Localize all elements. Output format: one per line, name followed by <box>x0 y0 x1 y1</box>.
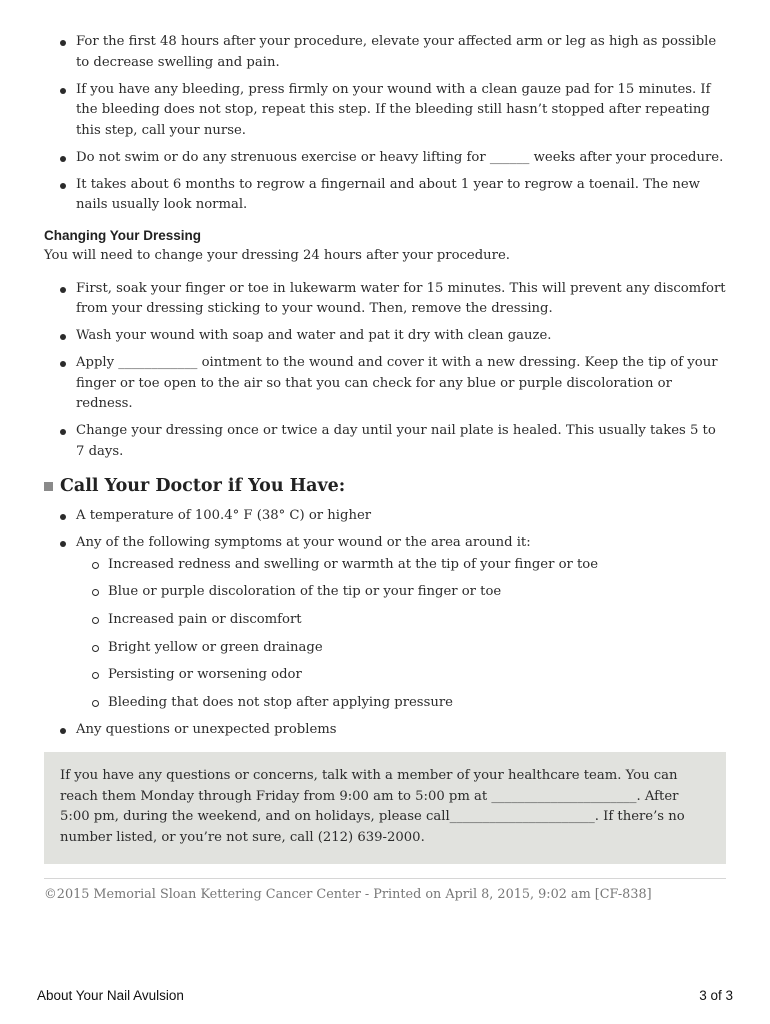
call-doctor-list <box>44 506 726 740</box>
list-item: Increased pain or discomfort <box>76 610 726 631</box>
list-item <box>44 533 726 713</box>
contact-callout: If you have any questions or concerns, talk with a member of your healthcare team. You can reach them Monday through Friday from 9:00 am to 5:00 pm at ______________________. After 5:00 pm, during the weekend, and on holidays, please call______________________. If there’s no number listed, or you’re not sure, call (212) 639-2000. <box>44 752 726 864</box>
document-body <box>44 32 726 902</box>
list-item: If you have any bleeding, press firmly on your wound with a clean gauze pad for 15 minutes. If the bleeding does not stop, repeat this step. If the bleeding still hasn’t stopped after repeating this step, call your nurse. <box>44 80 726 142</box>
dressing-heading: Changing Your Dressing <box>44 227 202 243</box>
page-number: 3 of 3 <box>699 988 733 1003</box>
footer-title: About Your Nail Avulsion <box>37 988 184 1003</box>
list-item: Bright yellow or green drainage <box>76 638 726 659</box>
symptoms-list <box>76 555 726 714</box>
divider <box>44 878 726 879</box>
page-footer <box>37 988 733 1003</box>
dressing-list <box>44 279 726 463</box>
dressing-intro: You will need to change your dressing 24 hours after your procedure. <box>44 247 510 263</box>
list-item: It takes about 6 months to regrow a fingernail and about 1 year to regrow a toenail. The new nails usually look normal. <box>44 175 726 216</box>
list-item: Increased redness and swelling or warmth at the tip of your finger or toe <box>76 555 726 576</box>
copyright: ©2015 Memorial Sloan Kettering Cancer Center - Printed on April 8, 2015, 9:02 am [CF-838] <box>44 887 652 903</box>
list-item: Blue or purple discoloration of the tip or your finger or toe <box>76 582 726 603</box>
square-bullet-icon <box>44 482 53 491</box>
call-doctor-heading-text: Call Your Doctor if You Have: <box>60 476 346 496</box>
list-item: Any questions or unexpected problems <box>44 720 726 741</box>
list-item: Do not swim or do any strenuous exercise or heavy lifting for ______ weeks after your procedure. <box>44 148 726 169</box>
list-item: Bleeding that does not stop after applying pressure <box>76 693 726 714</box>
call-doctor-heading <box>44 476 726 496</box>
aftercare-list <box>44 32 726 216</box>
list-item: First, soak your finger or toe in lukewarm water for 15 minutes. This will prevent any discomfort from your dressing sticking to your wound. Then, remove the dressing. <box>44 279 726 320</box>
symptoms-intro: Any of the following symptoms at your wound or the area around it: <box>76 535 531 550</box>
list-item: A temperature of 100.4° F (38° C) or higher <box>44 506 726 527</box>
list-item: Apply ____________ ointment to the wound and cover it with a new dressing. Keep the tip of your finger or toe open to the air so that you can check for any blue or purple discoloration or redness. <box>44 353 726 415</box>
list-item: Change your dressing once or twice a day until your nail plate is healed. This usually takes 5 to 7 days. <box>44 421 726 462</box>
list-item: Persisting or worsening odor <box>76 665 726 686</box>
list-item: For the first 48 hours after your procedure, elevate your affected arm or leg as high as possible to decrease swelling and pain. <box>44 32 726 73</box>
list-item: Wash your wound with soap and water and pat it dry with clean gauze. <box>44 326 726 347</box>
